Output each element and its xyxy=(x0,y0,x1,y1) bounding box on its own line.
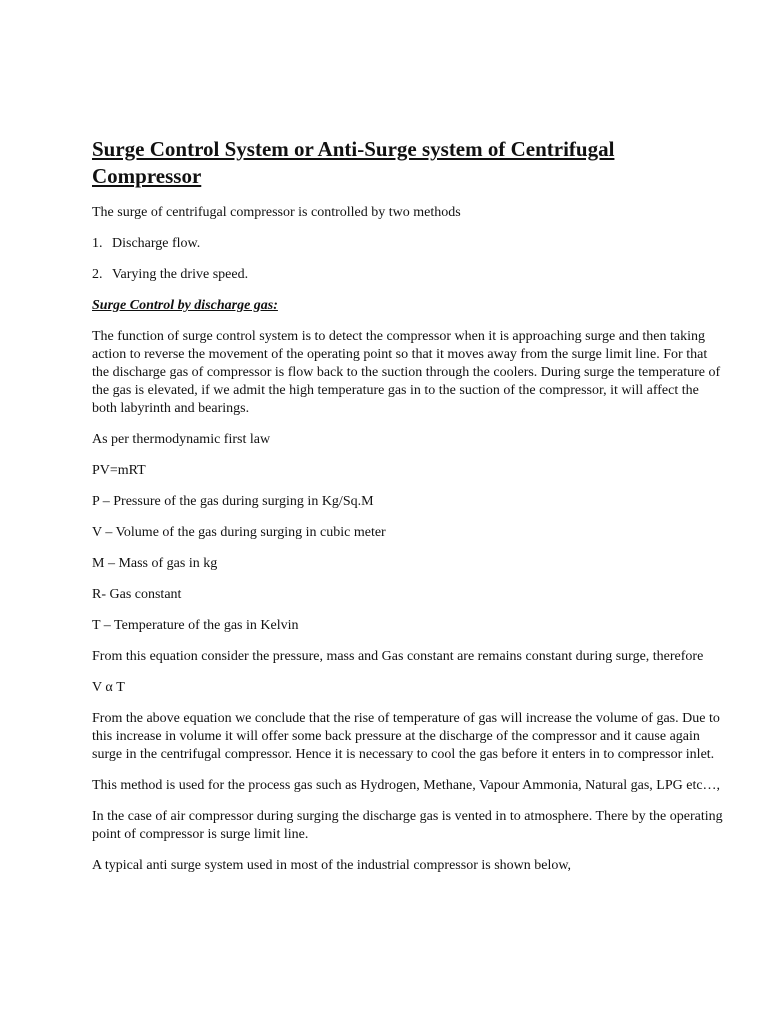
function-paragraph: The function of surge control system is to detect the compressor when it is approaching surge and then taking action to reverse the movement of the operating point so that it moves away from the surge limit line. For that the discharge gas of compressor is flow back to the suction through the coolers. During surge the temperature of the gas is elevated, if we admit the high temperature gas in to the suction of the compressor, it will affect the both labyrinth and bearings. xyxy=(92,329,721,416)
definition-pressure: P – Pressure of the gas during surging in Kg/Sq.M xyxy=(92,494,374,509)
list-text: Discharge flow. xyxy=(112,236,201,251)
definition-temperature: T – Temperature of the gas in Kelvin xyxy=(92,618,299,633)
typical-system-paragraph: A typical anti surge system used in most of the industrial compressor is shown below, xyxy=(92,858,572,873)
definition-volume: V – Volume of the gas during surging in cubic meter xyxy=(92,525,386,540)
method-list-item xyxy=(92,266,724,284)
list-text: Varying the drive speed. xyxy=(112,267,249,282)
section-heading: Surge Control by discharge gas: xyxy=(92,298,278,313)
thermo-law-line: As per thermodynamic first law xyxy=(92,432,271,447)
equation-line: PV=mRT xyxy=(92,463,146,478)
method-list-item xyxy=(92,235,724,253)
definition-gas-constant: R- Gas constant xyxy=(92,587,182,602)
document-body xyxy=(92,136,724,888)
list-number: 1. xyxy=(92,236,103,251)
air-compressor-paragraph: In the case of air compressor during surging the discharge gas is vented in to atmosphere. There by the operating point of compressor is surge limit line. xyxy=(92,809,723,842)
method-paragraph: This method is used for the process gas such as Hydrogen, Methane, Vapour Ammonia, Natural gas, LPG etc…, xyxy=(92,778,721,793)
definition-mass: M – Mass of gas in kg xyxy=(92,556,218,571)
proportion-line: V α T xyxy=(92,680,125,695)
list-number: 2. xyxy=(92,267,103,282)
intro-paragraph: The surge of centrifugal compressor is controlled by two methods xyxy=(92,205,461,220)
conclusion-paragraph: From the above equation we conclude that the rise of temperature of gas will increase the volume of gas. Due to this increase in volume it will offer some back pressure at the discharge of the compressor and it cause again surge in the centrifugal compressor. Hence it is necessary to cool the gas before it enters in to compressor inlet. xyxy=(92,711,720,762)
document-title: Surge Control System or Anti-Surge system of Centrifugal Compressor xyxy=(92,137,615,188)
equation-paragraph: From this equation consider the pressure, mass and Gas constant are remains constant during surge, therefore xyxy=(92,649,704,664)
